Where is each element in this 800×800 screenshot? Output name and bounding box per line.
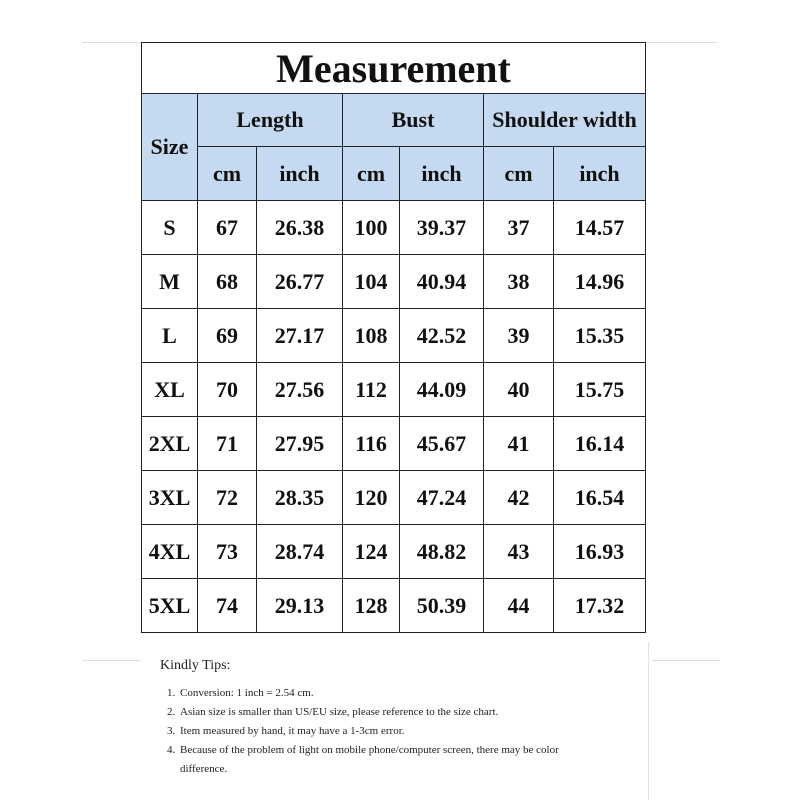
measurement-cell: 71 (198, 417, 257, 471)
measurement-cell: 50.39 (400, 579, 484, 633)
tip-text: 3. Item measured by hand, it may have a 1-3cm error. (180, 725, 405, 737)
table-row (142, 471, 646, 525)
divider-line (652, 660, 720, 661)
measurement-cell: 42.52 (400, 309, 484, 363)
measurement-cell: 39.37 (400, 201, 484, 255)
tips-list (160, 684, 580, 779)
measurement-cell: 44 (484, 579, 554, 633)
measurement-cell: 44.09 (400, 363, 484, 417)
measurement-cell: 37 (484, 201, 554, 255)
size-cell: S (142, 201, 198, 255)
measurement-cell: 14.57 (554, 201, 646, 255)
tip-item (178, 741, 580, 779)
measurement-cell: 72 (198, 471, 257, 525)
size-chart-table (141, 42, 646, 633)
measurement-cell: 48.82 (400, 525, 484, 579)
measurement-cell: 47.24 (400, 471, 484, 525)
measurement-cell: 124 (343, 525, 400, 579)
tip-text: 2. Asian size is smaller than US/EU size, please reference to the size chart. (180, 706, 499, 718)
measurement-cell: 41 (484, 417, 554, 471)
unit-header: inch (257, 147, 343, 201)
measurement-cell: 74 (198, 579, 257, 633)
measurement-cell: 16.93 (554, 525, 646, 579)
size-header: Size (142, 94, 198, 201)
size-cell: 5XL (142, 579, 198, 633)
measurement-cell: 39 (484, 309, 554, 363)
measurement-cell: 128 (343, 579, 400, 633)
measurement-cell: 70 (198, 363, 257, 417)
measurement-cell: 27.17 (257, 309, 343, 363)
measurement-cell: 40 (484, 363, 554, 417)
table-row (142, 579, 646, 633)
measurement-cell: 42 (484, 471, 554, 525)
table-row (142, 525, 646, 579)
size-cell: 3XL (142, 471, 198, 525)
size-cell: XL (142, 363, 198, 417)
unit-header: cm (198, 147, 257, 201)
measurement-cell: 69 (198, 309, 257, 363)
size-cell: 2XL (142, 417, 198, 471)
length-header: Length (198, 94, 343, 147)
tip-text: 1. Conversion: 1 inch = 2.54 cm. (180, 687, 314, 699)
unit-header: cm (484, 147, 554, 201)
measurement-cell: 68 (198, 255, 257, 309)
tips-title: Kindly Tips: (160, 658, 231, 673)
table-row (142, 309, 646, 363)
table-row (142, 201, 646, 255)
measurement-cell: 28.35 (257, 471, 343, 525)
measurement-cell: 120 (343, 471, 400, 525)
measurement-cell: 27.56 (257, 363, 343, 417)
measurement-cell: 15.35 (554, 309, 646, 363)
measurement-cell: 43 (484, 525, 554, 579)
measurement-cell: 108 (343, 309, 400, 363)
measurement-cell: 27.95 (257, 417, 343, 471)
measurement-cell: 112 (343, 363, 400, 417)
divider-line (648, 642, 649, 800)
size-cell: M (142, 255, 198, 309)
measurement-cell: 15.75 (554, 363, 646, 417)
measurement-cell: 100 (343, 201, 400, 255)
measurement-cell: 16.54 (554, 471, 646, 525)
table-row (142, 255, 646, 309)
measurement-cell: 17.32 (554, 579, 646, 633)
measurement-cell: 28.74 (257, 525, 343, 579)
measurement-cell: 26.77 (257, 255, 343, 309)
size-cell: L (142, 309, 198, 363)
measurement-cell: 67 (198, 201, 257, 255)
measurement-cell: 104 (343, 255, 400, 309)
measurement-cell: 38 (484, 255, 554, 309)
divider-line (82, 660, 140, 661)
measurement-cell: 16.14 (554, 417, 646, 471)
measurement-cell: 45.67 (400, 417, 484, 471)
table-row (142, 363, 646, 417)
unit-header: cm (343, 147, 400, 201)
tip-item (178, 722, 580, 741)
measurement-cell: 26.38 (257, 201, 343, 255)
table-row (142, 417, 646, 471)
kindly-tips (160, 658, 580, 779)
measurement-cell: 29.13 (257, 579, 343, 633)
tip-item (178, 703, 580, 722)
tip-text: 4. Because of the problem of light on mobile phone/computer screen, there may be color difference. (180, 744, 559, 775)
unit-header: inch (554, 147, 646, 201)
tip-item (178, 684, 580, 703)
unit-header: inch (400, 147, 484, 201)
measurement-cell: 40.94 (400, 255, 484, 309)
shoulder-width-header: Shoulder width (484, 94, 646, 147)
measurement-cell: 116 (343, 417, 400, 471)
size-cell: 4XL (142, 525, 198, 579)
measurement-cell: 73 (198, 525, 257, 579)
table-title: Measurement (142, 43, 646, 94)
bust-header: Bust (343, 94, 484, 147)
measurement-cell: 14.96 (554, 255, 646, 309)
